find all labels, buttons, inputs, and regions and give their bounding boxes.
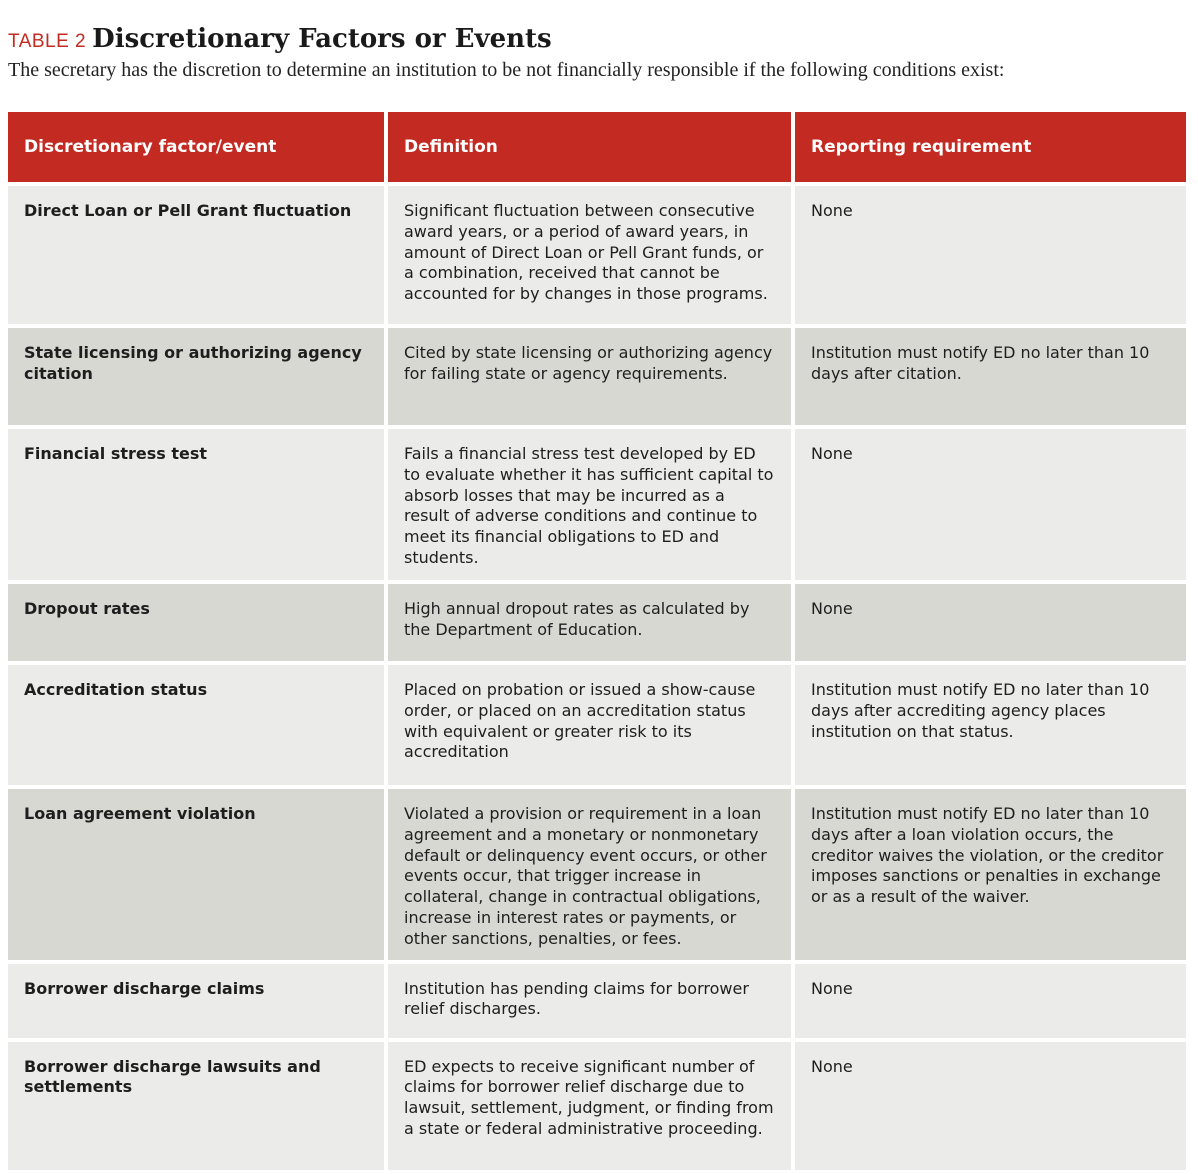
table-subtitle: The secretary has the discretion to determine an institution to be not financially responsible if the following conditions exist:	[8, 59, 1005, 81]
table-title: Discretionary Factors or Events	[92, 24, 552, 54]
table-row	[8, 789, 1186, 960]
table-row	[8, 1042, 1186, 1170]
table-row	[8, 429, 1186, 580]
reporting-cell: None	[795, 186, 1186, 324]
table-row	[8, 584, 1186, 661]
factor-cell: Borrower discharge lawsuits and settlements	[8, 1042, 384, 1170]
definition-cell: High annual dropout rates as calculated by the Department of Education.	[388, 584, 791, 661]
table-number-label: TABLE 2	[8, 31, 87, 52]
factor-cell: Accreditation status	[8, 665, 384, 785]
factor-cell: Financial stress test	[8, 429, 384, 580]
definition-cell: Institution has pending claims for borrower relief discharges.	[388, 964, 791, 1038]
reporting-cell: None	[795, 964, 1186, 1038]
reporting-cell: None	[795, 1042, 1186, 1170]
column-header-reporting: Reporting requirement	[795, 112, 1186, 182]
factor-cell: Loan agreement violation	[8, 789, 384, 960]
reporting-cell: Institution must notify ED no later than 10 days after a loan violation occurs, the creditor waives the violation, or the creditor imposes sanctions or penalties in exchange or as a result of the waiver.	[795, 789, 1186, 960]
reporting-cell: Institution must notify ED no later than 10 days after accrediting agency places institution on that status.	[795, 665, 1186, 785]
definition-cell: ED expects to receive significant number of claims for borrower relief discharge due to lawsuit, settlement, judgment, or finding from a state or federal administrative proceeding.	[388, 1042, 791, 1170]
table-row	[8, 964, 1186, 1038]
title-row	[8, 24, 552, 54]
definition-cell: Cited by state licensing or authorizing agency for failing state or agency requirements.	[388, 328, 791, 425]
definition-cell: Significant fluctuation between consecutive award years, or a period of award years, in amount of Direct Loan or Pell Grant funds, or a combination, received that cannot be accounted for by changes in those programs.	[388, 186, 791, 324]
factor-cell: Borrower discharge claims	[8, 964, 384, 1038]
definition-cell: Violated a provision or requirement in a loan agreement and a monetary or nonmonetary default or delinquency event occurs, or other events occur, that trigger increase in collateral, change in contractual obligations, increase in interest rates or payments, or other sanctions, penalties, or fees.	[388, 789, 791, 960]
table-row	[8, 665, 1186, 785]
definition-cell: Fails a financial stress test developed by ED to evaluate whether it has sufficient capital to absorb losses that may be incurred as a result of adverse conditions and continue to meet its financial obligations to ED and students.	[388, 429, 791, 580]
factor-cell: State licensing or authorizing agency citation	[8, 328, 384, 425]
reporting-cell: None	[795, 429, 1186, 580]
table-row	[8, 328, 1186, 425]
factor-cell: Dropout rates	[8, 584, 384, 661]
factor-cell: Direct Loan or Pell Grant fluctuation	[8, 186, 384, 324]
reporting-cell: Institution must notify ED no later than 10 days after citation.	[795, 328, 1186, 425]
definition-cell: Placed on probation or issued a show-cause order, or placed on an accreditation status with equivalent or greater risk to its accreditation	[388, 665, 791, 785]
column-header-definition: Definition	[388, 112, 791, 182]
header-row	[8, 112, 1186, 182]
column-header-factor: Discretionary factor/event	[8, 112, 384, 182]
factors-table	[4, 108, 1190, 1174]
table-row	[8, 186, 1186, 324]
reporting-cell: None	[795, 584, 1186, 661]
